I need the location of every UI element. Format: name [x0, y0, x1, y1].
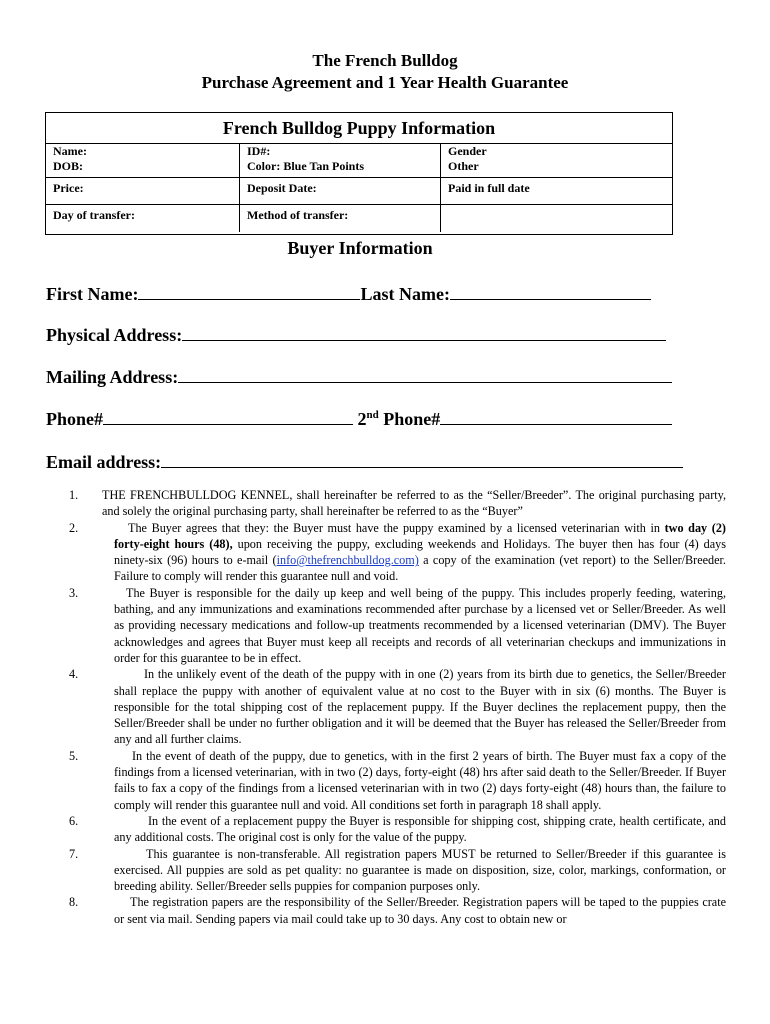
phone-row [46, 406, 672, 430]
cell-day-of-transfer: Day of transfer: [53, 208, 135, 222]
term-item: 1. THE FRENCHBULLDOG KENNEL, shall hereinafter be referred to as the “Seller/Breeder”. The original purchasing party, and solely the original purchasing party, shall hereinafter be referred to as the “Buyer” [69, 488, 726, 519]
term-text: In the unlikely event of the death of the puppy with in one (2) years from its birth due to genetics, the Seller/Breeder shall replace the puppy with another of equivalent value at no cost to the Buyer with in six (6) months. The Buyer is responsible for the total shipping cost of the replacement puppy. If the Buyer declines the replacement puppy, then the Seller/Breeder shall be under no further obligation and it will be deemed that the Buyer has released the Seller/Breeder from any and all further claims. [114, 667, 726, 747]
phone-field[interactable] [103, 406, 353, 425]
term-item: 6. In the event of a replacement puppy the Buyer is responsible for shipping cost, shipping crate, health certificate, and any additional costs. The original cost is only for the value of the puppy. [69, 813, 726, 845]
first-name-field[interactable] [138, 281, 360, 300]
email-field[interactable] [161, 449, 683, 468]
cell-id-color: ID#: Color: Blue Tan Points [240, 144, 441, 178]
phone-label: Phone# [46, 409, 104, 429]
term-item: 8. The registration papers are the responsibility of the Seller/Breeder. Registration papers will be taped to the puppies crate or sent via mail. Sending papers via mail could take up to 30 days. Any cost to obtain new or [69, 895, 726, 926]
term-text: This guarantee is non-transferable. All registration papers MUST be returned to Seller/Breeder if this guarantee is exercised. All puppies are sold as pet quality: no guarantee is made on disposition, size, color, markings, conformation, or breeding ability. Seller/Breeder sells puppies for companion purposes only. [114, 846, 726, 894]
second-phone-label: 2nd Phone# [357, 409, 441, 429]
last-name-label: Last Name: [360, 284, 450, 304]
cell-deposit-date: Deposit Date: [240, 178, 441, 205]
term-text: In the event of death of the puppy, due to genetics, with in the first 2 years of birth. The Buyer must fax a copy of the findings from a licensed veterinarian, with in two (2) days, forty-eight (48) hrs after said death to the Seller/Breeder. If Buyer fails to fax a copy of the findings from a licensed veterinarian with in two (2) days forty-eight (48) hours than, the failure to comply will render this guarantee null and void. All conditions set forth in paragraph 18 shall apply. [114, 748, 726, 812]
email-row [46, 449, 683, 473]
cell-empty [441, 205, 673, 233]
puppy-info-heading: French Bulldog Puppy Information [46, 113, 672, 144]
cell-method-of-transfer: Method of transfer: [240, 205, 441, 233]
buyer-info-heading: Buyer Information [287, 238, 433, 258]
term-item: 2. The Buyer agrees that they: the Buyer must have the puppy examined by a licensed veterinarian with in two day (2) forty-eight hours (48), upon receiving the puppy, excluding weekends and Holidays. The buyer then has four (4) days ninety-six (96) hours to e-mail (info@thefrenchbulldog.com) a copy of the examination (vet report) to the Seller/Breeder. Failure to comply will render this guarantee null and void. [69, 520, 727, 584]
mailing-address-label: Mailing Address: [46, 367, 179, 387]
email-label: Email address: [46, 452, 162, 472]
document-subtitle: Purchase Agreement and 1 Year Health Guarantee [201, 73, 569, 92]
term-text: In the event of a replacement puppy the Buyer is responsible for shipping cost, shipping crate, health certificate, and any additional costs. The original cost is only for the value of the puppy. [114, 813, 726, 845]
physical-address-field[interactable] [182, 322, 666, 341]
first-name-label: First Name: [46, 284, 139, 304]
term-item: 3. The Buyer is responsible for the daily up keep and well being of the puppy. This includes properly feeding, watering, bathing, and any immunizations and examinations recommended after purchase by a licensed vet or Seller/Breeder. As well as providing necessary medications and follow-up treatments recommended by a licensed veterinarian (DMV). The Buyer acknowledges and agrees that Buyer must keep all receipts and records of all veterinarian checkups and immunizations in order for this guarantee to be in effect. [69, 585, 726, 665]
cell-price: Price: [46, 178, 240, 205]
email-link[interactable]: info@thefrenchbulldog.com) [276, 553, 419, 568]
term-text: The Buyer is responsible for the daily up keep and well being of the puppy. This includes properly feeding, watering, bathing, and any immunizations and examinations recommended after purchase by a licensed vet or Seller/Breeder. As well as providing necessary medications and follow-up treatments recommended by a licensed veterinarian (DMV). The Buyer acknowledges and agrees that Buyer must keep all receipts and records of all veterinarian checkups and immunizations in order for this guarantee to be in effect. [114, 585, 726, 665]
physical-address-row [46, 322, 666, 346]
cell-paid-in-full: Paid in full date [441, 178, 673, 205]
cell-name: Name: DOB: [46, 144, 240, 178]
term-text: THE FRENCHBULLDOG KENNEL, shall hereinafter be referred to as the “Seller/Breeder”. The original purchasing party, and solely the original purchasing party, shall hereinafter be referred to as the “Buyer” [102, 488, 726, 519]
physical-address-label: Physical Address: [46, 325, 183, 345]
mailing-address-row [46, 364, 672, 388]
document-title: The French Bulldog [312, 51, 458, 70]
terms-list [0, 487, 770, 927]
name-row [46, 281, 651, 305]
term-item: 5. In the event of death of the puppy, due to genetics, with in the first 2 years of birth. The Buyer must fax a copy of the findings from a licensed veterinarian, with in two (2) days, forty-eight (48) hrs after said death to the Seller/Breeder. If Buyer fails to fax a copy of the findings from a licensed veterinarian with in two (2) days forty-eight (48) hours than, the failure to comply will render this guarantee null and void. All conditions set forth in paragraph 18 shall apply. [69, 748, 726, 812]
puppy-info-table [45, 112, 673, 235]
term-text: The Buyer agrees that they: the Buyer must have the puppy examined by a licensed veterinarian with in two day (2) forty-eight hours (48), upon receiving the puppy, excluding weekends and Holidays. The buyer then has four (4) days ninety-six (96) hours to e-mail (info@thefrenchbulldog.com) a copy of the examination (vet report) to the Seller/Breeder. Failure to comply will render this guarantee null and void. [114, 520, 727, 584]
term-item: 7. This guarantee is non-transferable. All registration papers MUST be returned to Seller/Breeder if this guarantee is exercised. All puppies are sold as pet quality: no guarantee is made on disposition, size, color, markings, conformation, or breeding ability. Seller/Breeder sells puppies for companion purposes only. [69, 846, 726, 894]
term-item: 4. In the unlikely event of the death of the puppy with in one (2) years from its birth due to genetics, the Seller/Breeder shall replace the puppy with another of equivalent value at no cost to the Buyer with in six (6) months. The Buyer is responsible for the total shipping cost of the replacement puppy. If the Buyer declines the replacement puppy, then the Seller/Breeder shall be under no further obligation and it will be deemed that the Buyer has released the Seller/Breeder from any and all further claims. [69, 667, 726, 747]
puppy-info-grid [46, 144, 672, 232]
last-name-field[interactable] [450, 281, 651, 300]
mailing-address-field[interactable] [178, 364, 672, 383]
second-phone-field[interactable] [440, 406, 672, 425]
term-text: The registration papers are the responsibility of the Seller/Breeder. Registration papers will be taped to the puppies crate or sent via mail. Sending papers via mail could take up to 30 days. Any cost to obtain new or [114, 895, 726, 926]
cell-gender: Gender Other [441, 144, 673, 178]
